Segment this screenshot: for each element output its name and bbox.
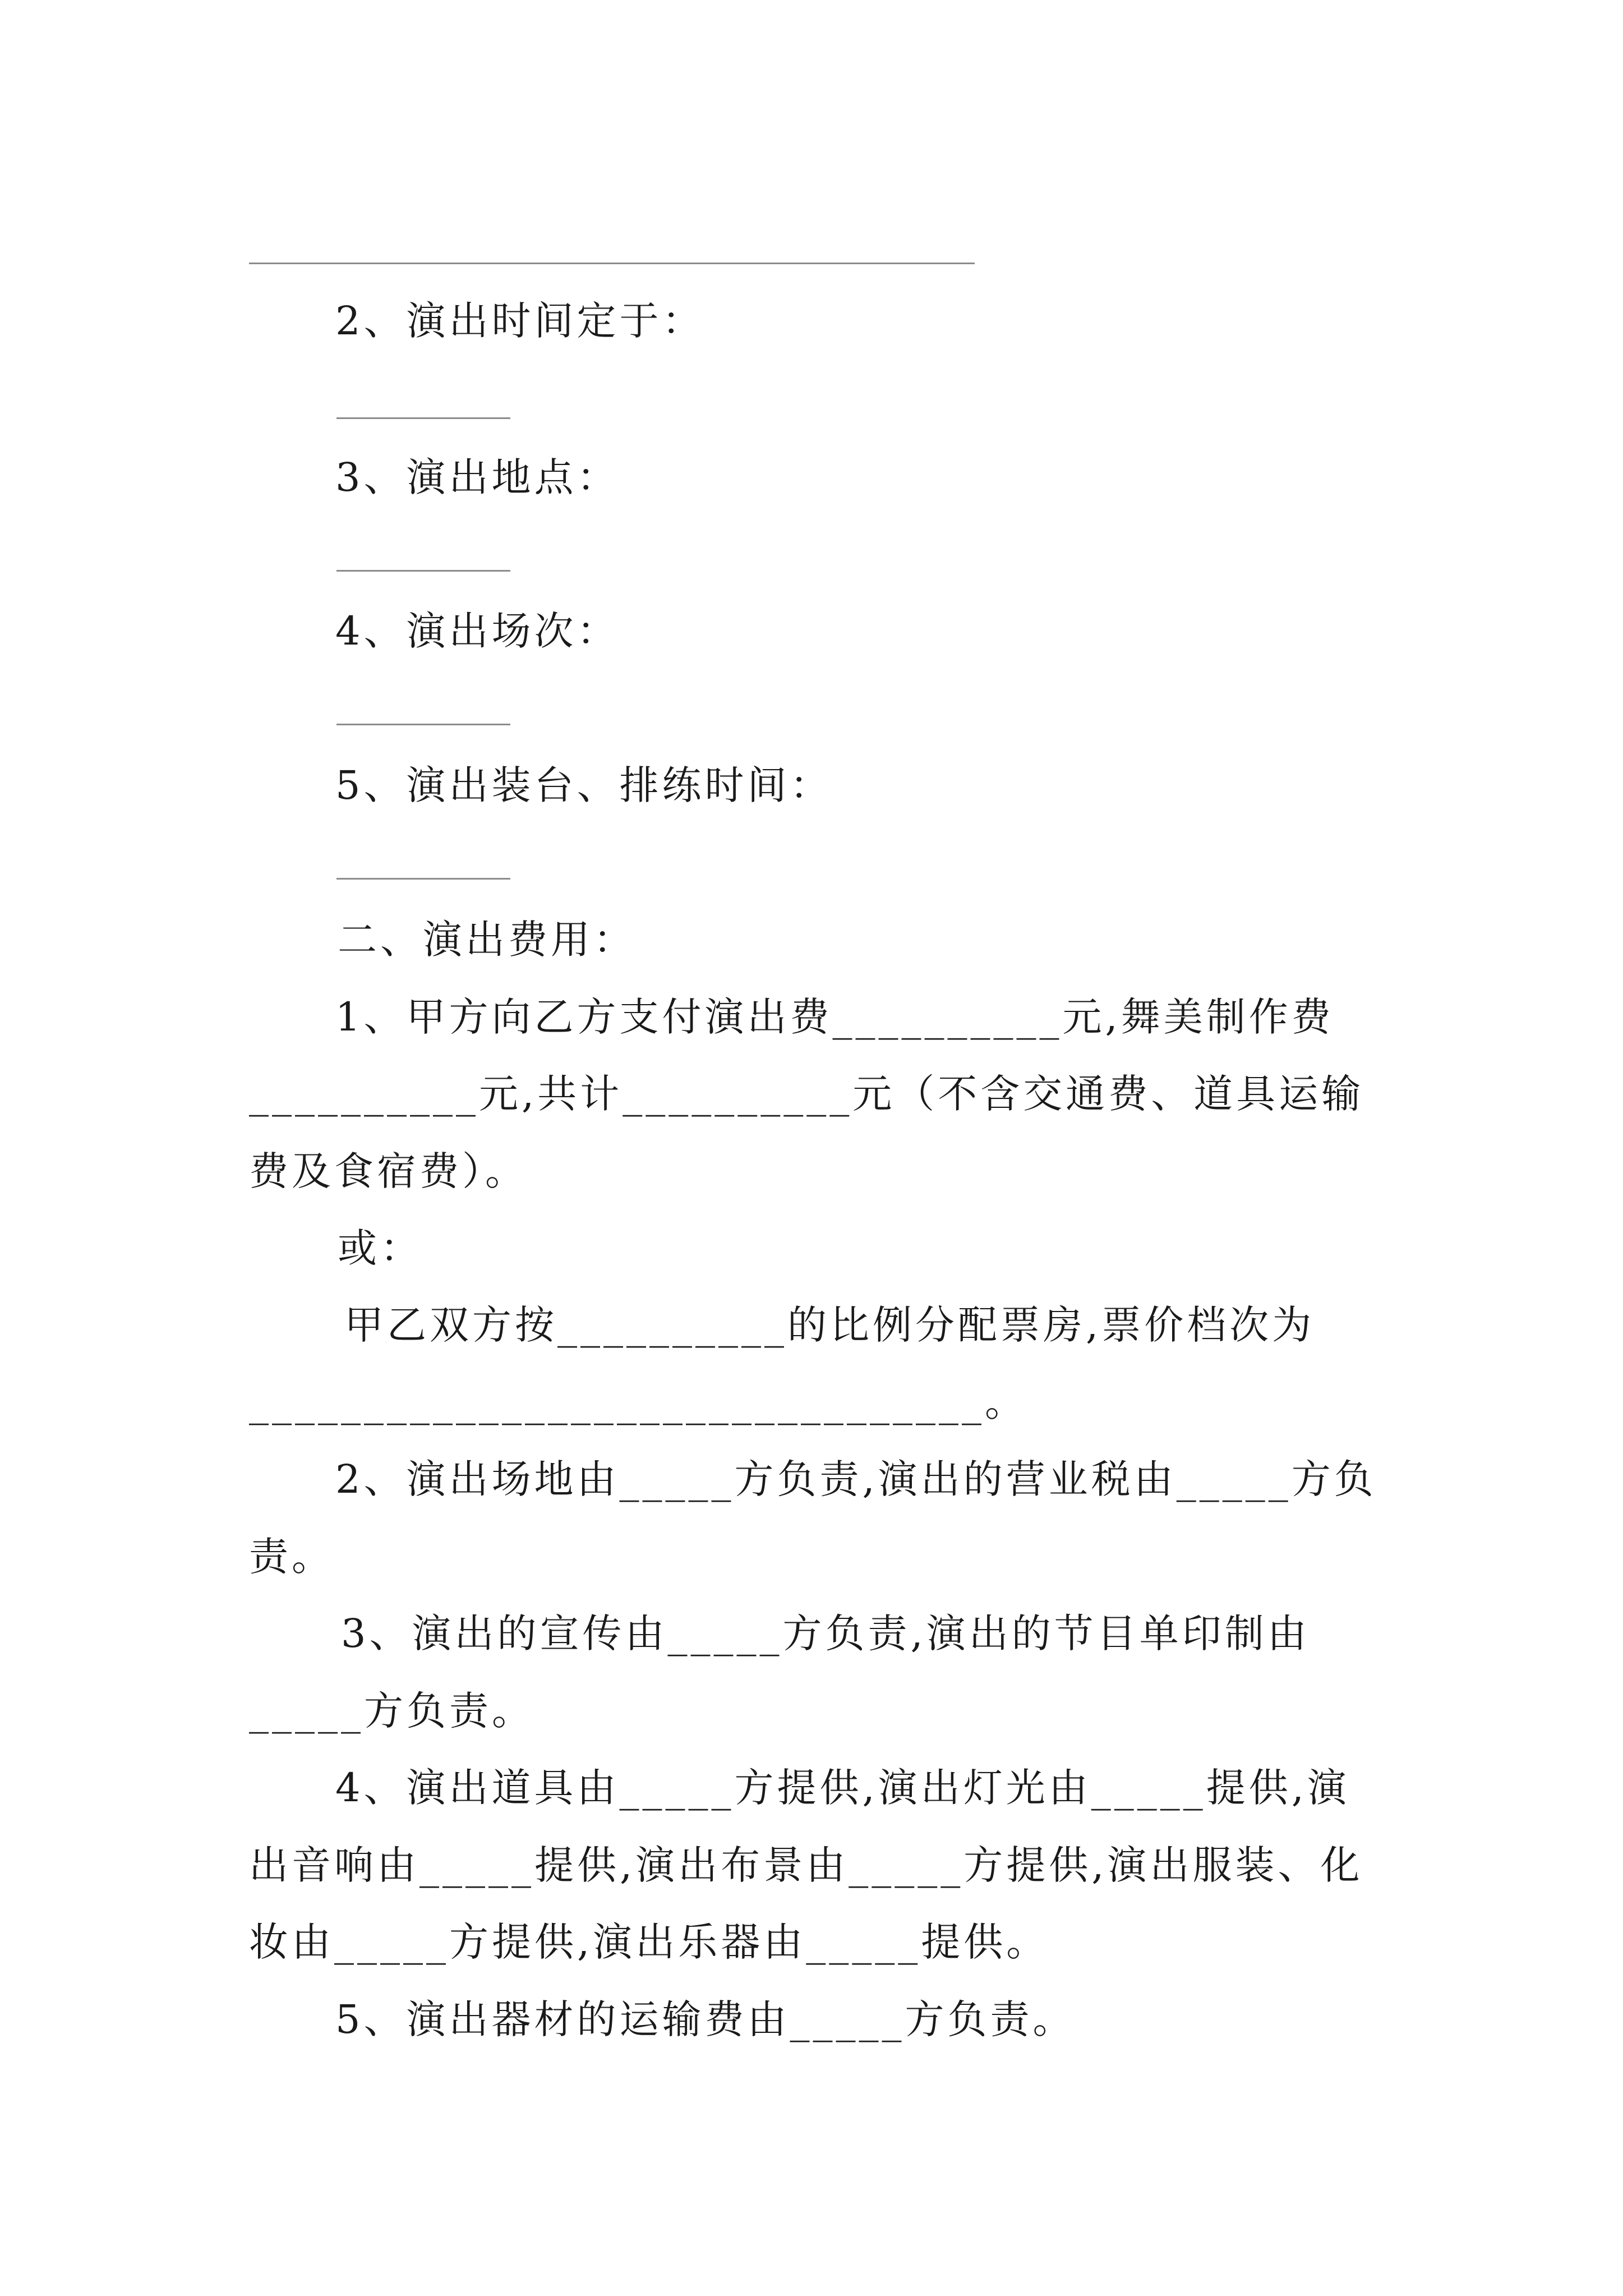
box-office-line-2: ________________________________。 [249,1379,1027,1425]
blank-rule-venue [336,570,510,572]
section-fees-heading: 二、演出费用： [338,917,636,963]
clause-performance-count: 4、演出场次： [335,608,620,654]
fee-clause-4-line-3: 妆由_____方提供,演出乐器由_____提供。 [249,1919,1049,1965]
fee-clause-2-line-2: 责。 [249,1534,334,1580]
clause-performance-time: 2、演出时间定于： [335,298,705,344]
fee-clause-1-line-1: 1、甲方向乙方支付演出费__________元,舞美制作费 [335,994,1334,1040]
box-office-line-1: 甲乙双方按__________的比例分配票房,票价档次为 [344,1302,1315,1348]
blank-rule-setup [336,878,510,880]
blank-rule-time [336,417,510,419]
fee-alternative-label: 或： [338,1225,423,1271]
fee-clause-3-line-2: _____方负责。 [249,1688,534,1734]
fee-clause-1-line-3: 费及食宿费）。 [249,1148,528,1194]
fee-clause-5: 5、演出器材的运输费由_____方负责。 [335,1996,1076,2042]
top-blank-rule [249,263,975,264]
clause-performance-venue: 3、演出地点： [335,454,620,500]
fee-clause-1-line-2: __________元,共计__________元（不含交通费、道具运输 [249,1071,1364,1117]
fee-clause-2-line-1: 2、演出场地由_____方负责,演出的营业税由_____方负 [335,1456,1377,1502]
fee-clause-3-line-1: 3、演出的宣传由_____方负责,演出的节目单印制由 [341,1611,1310,1657]
clause-setup-rehearsal: 5、演出装台、排练时间： [335,762,833,808]
fee-clause-4-line-2: 出音响由_____提供,演出布景由_____方提供,演出服装、化 [249,1842,1363,1888]
fee-clause-4-line-1: 4、演出道具由_____方提供,演出灯光由_____提供,演 [335,1765,1350,1811]
blank-rule-count [336,724,510,725]
